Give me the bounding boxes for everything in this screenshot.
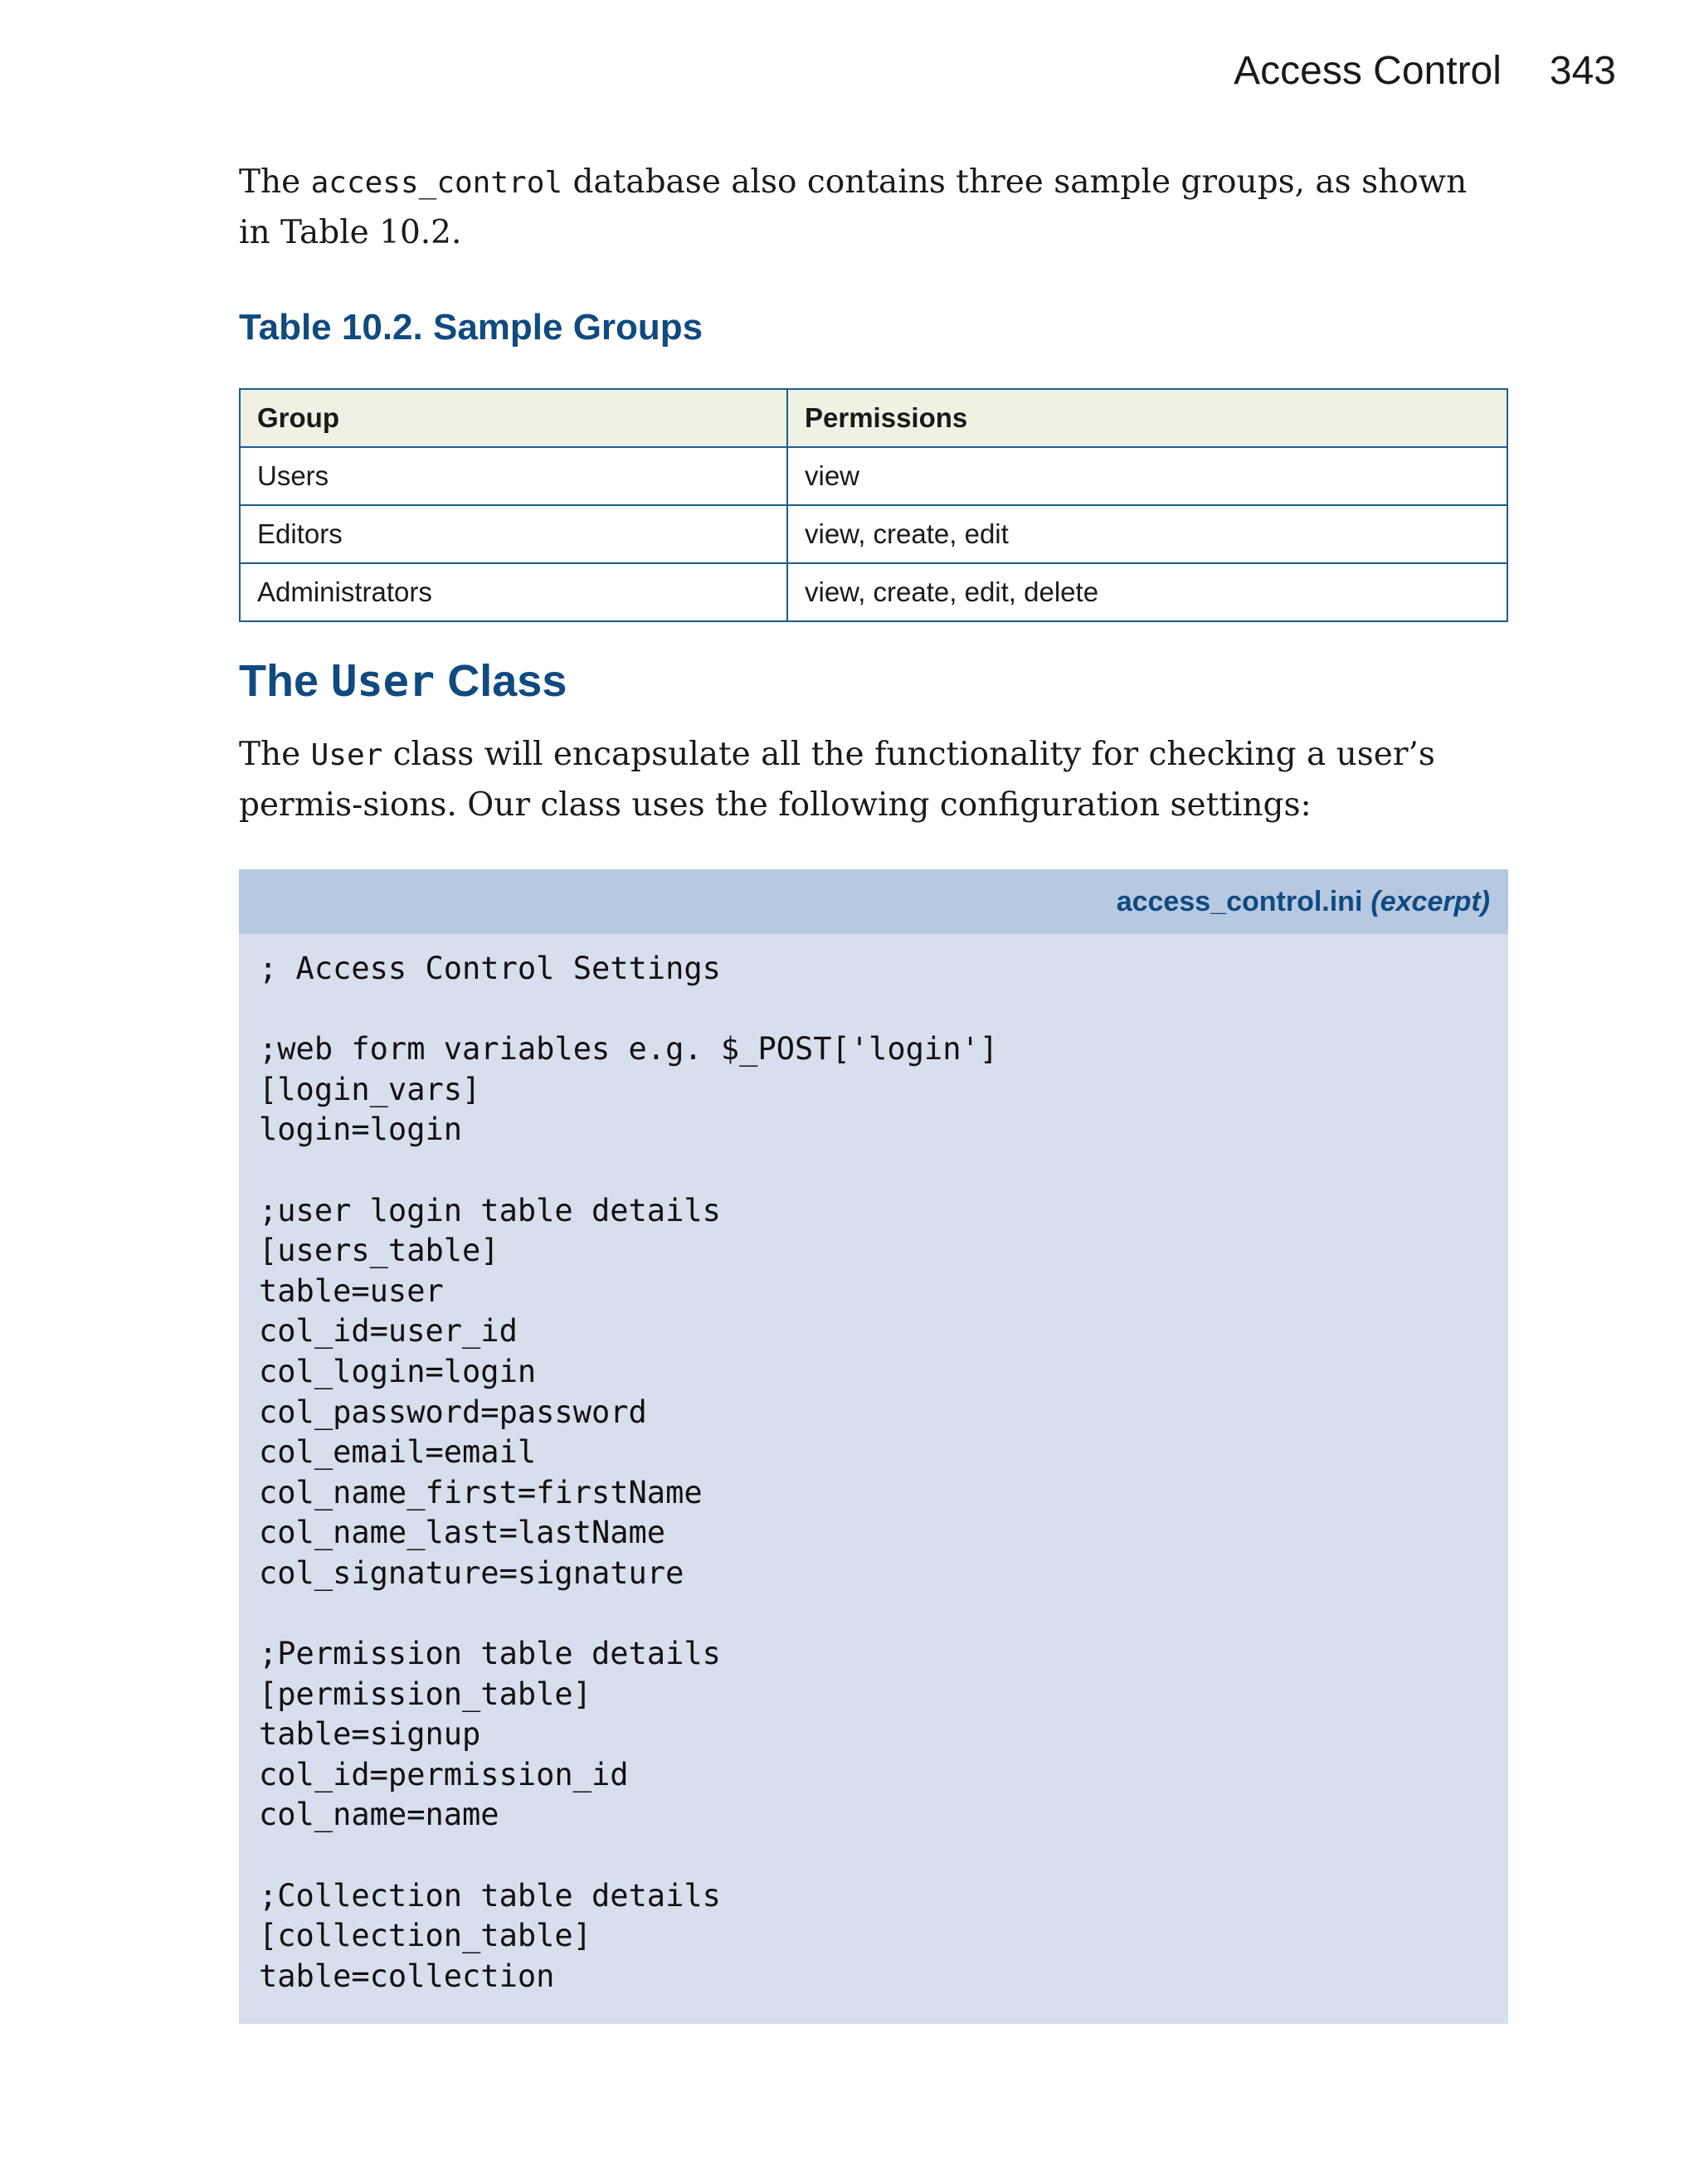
code-line: [users_table] — [259, 1233, 499, 1269]
code-line: table=signup — [259, 1716, 481, 1753]
code-line: col_id=permission_id — [259, 1756, 629, 1792]
table-row — [240, 563, 1507, 621]
code-line: col_signature=signature — [259, 1554, 684, 1591]
intro-paragraph — [239, 158, 1508, 258]
table-row — [240, 447, 1507, 505]
code-line: col_login=login — [259, 1353, 537, 1389]
table-header-row — [240, 389, 1507, 447]
cell-permissions: view, create, edit, delete — [787, 563, 1507, 621]
code-line: ;Collection table details — [259, 1877, 721, 1914]
para-text-before: The — [239, 736, 311, 773]
code-body — [239, 934, 1508, 1997]
cell-permissions: view, create, edit — [787, 505, 1507, 563]
inline-code-access-control: access_control — [310, 166, 563, 200]
header-group: Group — [240, 389, 787, 447]
code-line: table=collection — [259, 1958, 555, 1994]
cell-permissions: view — [787, 447, 1507, 505]
inline-code-user: User — [310, 738, 383, 772]
code-line: col_name_first=firstName — [259, 1474, 703, 1510]
table-row — [240, 505, 1507, 563]
body-paragraph — [239, 730, 1508, 830]
para-text-after: class will encapsulate all the functionality for checking a user’s permis-sions. Our class uses the following configuration settings: — [239, 736, 1435, 824]
code-line: [collection_table] — [259, 1918, 591, 1954]
cell-group: Users — [240, 447, 787, 505]
running-head — [1234, 48, 1616, 94]
table-caption: Table 10.2. Sample Groups — [239, 307, 703, 348]
code-qualifier: (excerpt) — [1370, 885, 1490, 917]
cell-group: Administrators — [240, 563, 787, 621]
code-line: ;Permission table details — [259, 1636, 721, 1672]
code-line: [permission_table] — [259, 1676, 591, 1712]
header-permissions: Permissions — [787, 389, 1507, 447]
heading-text-after: Class — [435, 656, 567, 706]
code-line: [login_vars] — [259, 1071, 481, 1107]
intro-text-before: The — [239, 163, 311, 201]
sample-groups-table — [239, 388, 1508, 622]
code-line: col_id=user_id — [259, 1313, 518, 1350]
code-line: ; Access Control Settings — [259, 951, 721, 986]
code-line: col_password=password — [259, 1394, 647, 1430]
page-number: 343 — [1549, 49, 1616, 93]
code-line: ;web form variables e.g. $_POST['login'] — [259, 1031, 999, 1068]
running-head-title: Access Control — [1234, 49, 1502, 93]
section-heading — [239, 655, 567, 707]
code-line: col_name_last=lastName — [259, 1515, 666, 1551]
intro-text-after: database also contains three sample groups, as shown in Table 10.2. — [239, 163, 1468, 251]
code-line: col_email=email — [259, 1434, 537, 1471]
code-line: table=user — [259, 1272, 444, 1309]
cell-group: Editors — [240, 505, 787, 563]
code-line: ;user login table details — [259, 1192, 721, 1228]
code-listing-header — [239, 869, 1508, 934]
heading-code: User — [331, 657, 436, 707]
code-line: col_name=name — [259, 1797, 499, 1833]
code-listing — [239, 869, 1508, 2024]
heading-text-before: The — [239, 656, 332, 706]
code-filename: access_control.ini — [1116, 885, 1363, 917]
code-line: login=login — [259, 1111, 463, 1148]
